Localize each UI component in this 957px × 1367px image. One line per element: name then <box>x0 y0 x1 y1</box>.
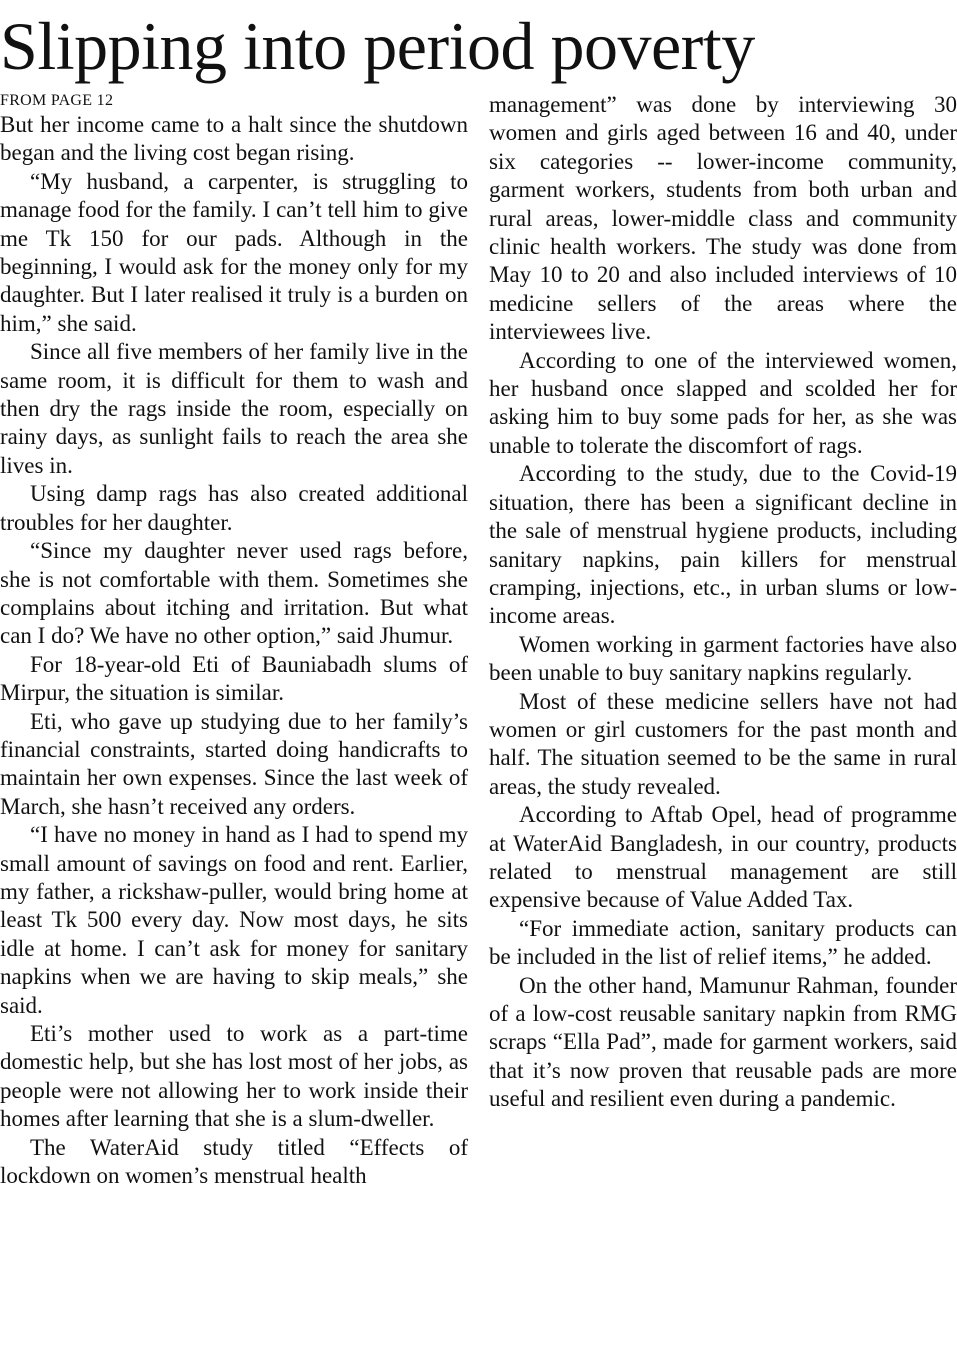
paragraph: “I have no money in hand as I had to spend my small amount of savings on food and rent. Earlier, my father, a rickshaw-puller, would bring home at least Tk 500 every day. Now most days, he sits idle at home. I can’t ask for money for sanitary napkins when we are having to skip meals,” she said. <box>0 822 468 1018</box>
paragraph: But her income came to a halt since the shutdown began and the living cost began rising. <box>0 112 468 166</box>
paragraph: The WaterAid study titled “Effects of lockdown on women’s menstrual health <box>0 1134 468 1189</box>
headline: Slipping into period poverty <box>0 8 755 84</box>
article-column-left <box>0 91 468 1190</box>
paragraph: Using damp rags has also created additional troubles for her daughter. <box>0 481 468 535</box>
article-column-right <box>489 91 957 1114</box>
paragraph: On the other hand, Mamunur Rahman, founder of a low-cost reusable sanitary napkin from RMG scraps “Ella Pad”, made for garment workers, said that it’s now proven that reusable pads are more useful and resilient even during a pandemic. <box>489 972 957 1112</box>
paragraph: Women working in garment factories have also been unable to buy sanitary napkins regularly. <box>489 631 957 686</box>
paragraph: “My husband, a carpenter, is struggling to manage food for the family. I can’t tell him to give me Tk 150 for our pads. Although in the beginning, I would ask for the money only for my daughter. But I later realised it truly is a burden on him,” she said. <box>0 168 468 336</box>
paragraph: According to Aftab Opel, head of programme at WaterAid Bangladesh, in our country, products related to menstrual management are still expensive because of Value Added Tax. <box>489 802 957 913</box>
paragraph: According to one of the interviewed women, her husband once slapped and scolded her for asking him to buy some pads for her, as she was unable to tolerate the discomfort of rags. <box>489 347 957 458</box>
jump-line: FROM PAGE 12 <box>0 92 114 109</box>
paragraph: management” was done by interviewing 30 women and girls aged between 16 and 40, under six categories -- lower-income community, garment workers, students from both urban and rural areas, lower-middle class and community clinic health workers. The study was done from May 10 to 20 and also included interviews of 10 medicine sellers of the areas where the interviewees live. <box>489 92 957 345</box>
paragraph: Since all five members of her family live in the same room, it is difficult for them to wash and then dry the rags inside the room, especially on rainy days, as sunlight fails to reach the area she lives in. <box>0 339 468 478</box>
paragraph: Most of these medicine sellers have not had women or girl customers for the past month and half. The situation seemed to be the same in rural areas, the study revealed. <box>489 688 957 799</box>
paragraph: “Since my daughter never used rags before, she is not comfortable with them. Sometimes she complains about itching and irritation. But what can I do? We have no other option,” said Jhumur. <box>0 538 468 649</box>
paragraph: According to the study, due to the Covid-19 situation, there has been a significant decline in the sale of menstrual hygiene products, including sanitary napkins, pain killers for menstrual cramping, injections, etc., in urban slums or low-income areas. <box>489 461 957 629</box>
paragraph: For 18-year-old Eti of Bauniabadh slums of Mirpur, the situation is similar. <box>0 651 468 706</box>
paragraph: Eti’s mother used to work as a part-time domestic help, but she has lost most of her jobs, as people were not allowing her to work inside their homes after learning that she is a slum-dweller. <box>0 1021 468 1132</box>
paragraph: Eti, who gave up studying due to her family’s financial constraints, started doing handicrafts to maintain her own expenses. Since the last week of March, she hasn’t received any orders. <box>0 708 468 819</box>
paragraph: “For immediate action, sanitary products can be included in the list of relief items,” he added. <box>489 915 957 970</box>
